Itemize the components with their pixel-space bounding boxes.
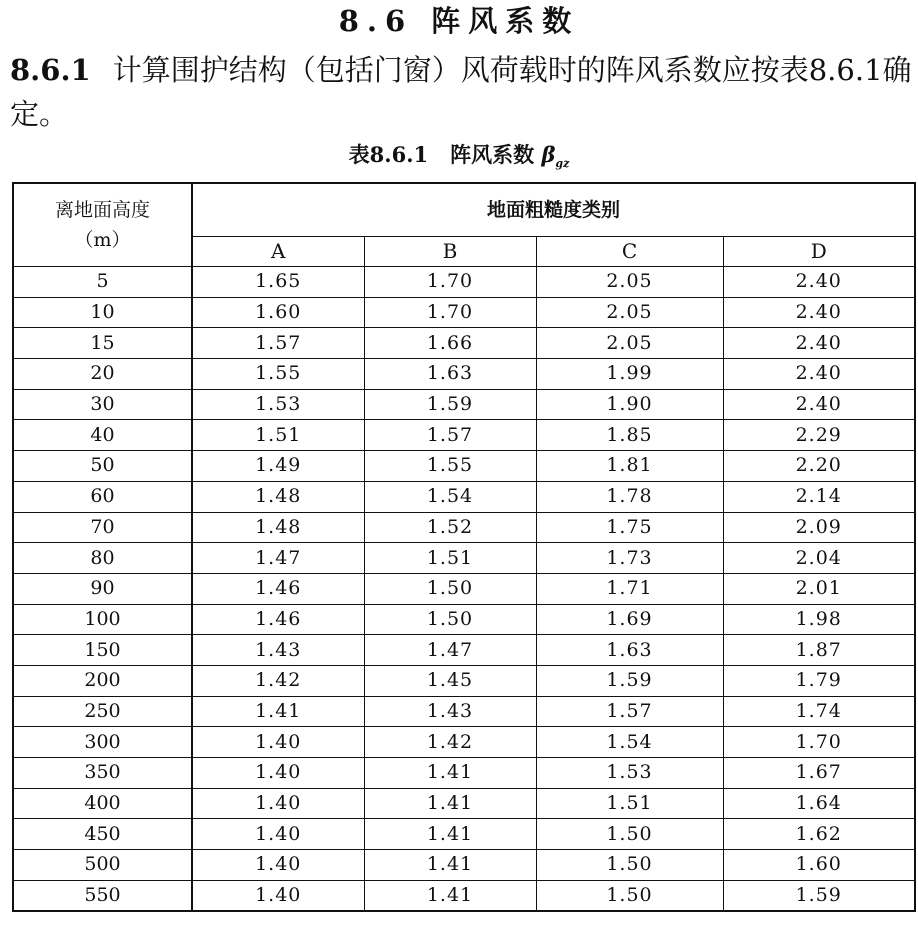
clause-paragraph <box>10 48 915 136</box>
roughness-group-header: 地面粗糙度类别 <box>192 183 915 237</box>
coefficient-cell: 1.57 <box>536 696 723 727</box>
coefficient-cell: 1.63 <box>536 635 723 666</box>
coefficient-cell: 2.40 <box>723 297 915 328</box>
coefficient-cell: 2.29 <box>723 420 915 451</box>
height-cell: 30 <box>13 389 192 420</box>
coefficient-cell: 1.65 <box>192 267 364 298</box>
coefficient-cell: 1.42 <box>192 665 364 696</box>
table-row <box>13 604 915 635</box>
table-body <box>13 267 915 912</box>
coefficient-cell: 1.79 <box>723 665 915 696</box>
height-cell: 350 <box>13 758 192 789</box>
table-row <box>13 573 915 604</box>
height-cell: 100 <box>13 604 192 635</box>
beta-letter: β <box>541 142 556 167</box>
coefficient-cell: 1.53 <box>536 758 723 789</box>
coefficient-cell: 1.40 <box>192 758 364 789</box>
coefficient-cell: 1.60 <box>723 850 915 881</box>
coefficient-cell: 1.67 <box>723 758 915 789</box>
height-cell: 15 <box>13 328 192 359</box>
coefficient-cell: 1.73 <box>536 543 723 574</box>
coefficient-cell: 2.40 <box>723 267 915 298</box>
beta-symbol <box>541 142 570 171</box>
table-row <box>13 758 915 789</box>
coefficient-cell: 1.59 <box>364 389 536 420</box>
coefficient-cell: 1.98 <box>723 604 915 635</box>
table-row <box>13 359 915 390</box>
coefficient-cell: 1.43 <box>192 635 364 666</box>
table-row <box>13 481 915 512</box>
height-cell: 450 <box>13 819 192 850</box>
coefficient-cell: 1.45 <box>364 665 536 696</box>
coefficient-cell: 1.87 <box>723 635 915 666</box>
coefficient-cell: 1.74 <box>723 696 915 727</box>
height-cell: 70 <box>13 512 192 543</box>
coefficient-cell: 1.51 <box>192 420 364 451</box>
table-row <box>13 696 915 727</box>
coefficient-cell: 1.50 <box>536 819 723 850</box>
height-header-unit: （m） <box>74 229 131 251</box>
height-column-header <box>13 183 192 267</box>
coefficient-cell: 1.40 <box>192 880 364 911</box>
coefficient-cell: 2.09 <box>723 512 915 543</box>
coefficient-cell: 1.46 <box>192 573 364 604</box>
coefficient-cell: 1.70 <box>364 297 536 328</box>
table-row <box>13 267 915 298</box>
table-row <box>13 543 915 574</box>
coefficient-cell: 2.40 <box>723 389 915 420</box>
beta-subscript: gz <box>555 157 570 171</box>
coefficient-cell: 1.54 <box>364 481 536 512</box>
coefficient-cell: 1.40 <box>192 819 364 850</box>
coefficient-cell: 1.70 <box>364 267 536 298</box>
gust-factor-table <box>12 182 916 912</box>
coefficient-cell: 1.41 <box>364 788 536 819</box>
coefficient-cell: 1.81 <box>536 451 723 482</box>
table-row <box>13 328 915 359</box>
coefficient-cell: 1.59 <box>723 880 915 911</box>
coefficient-cell: 1.48 <box>192 481 364 512</box>
table-row <box>13 512 915 543</box>
coefficient-cell: 1.50 <box>364 604 536 635</box>
coefficient-cell: 1.48 <box>192 512 364 543</box>
coefficient-cell: 1.51 <box>364 543 536 574</box>
table-row <box>13 727 915 758</box>
height-cell: 200 <box>13 665 192 696</box>
table-row <box>13 451 915 482</box>
coefficient-cell: 1.71 <box>536 573 723 604</box>
height-cell: 40 <box>13 420 192 451</box>
coefficient-cell: 1.64 <box>723 788 915 819</box>
coefficient-cell: 1.90 <box>536 389 723 420</box>
height-cell: 150 <box>13 635 192 666</box>
height-cell: 20 <box>13 359 192 390</box>
coefficient-cell: 1.40 <box>192 727 364 758</box>
coefficient-cell: 1.40 <box>192 788 364 819</box>
coefficient-cell: 2.01 <box>723 573 915 604</box>
coefficient-cell: 1.62 <box>723 819 915 850</box>
height-cell: 60 <box>13 481 192 512</box>
coefficient-cell: 1.78 <box>536 481 723 512</box>
coefficient-cell: 1.41 <box>364 850 536 881</box>
table-row <box>13 389 915 420</box>
coefficient-cell: 1.46 <box>192 604 364 635</box>
coefficient-cell: 2.40 <box>723 328 915 359</box>
coefficient-cell: 1.85 <box>536 420 723 451</box>
coefficient-cell: 1.57 <box>192 328 364 359</box>
coefficient-cell: 2.05 <box>536 267 723 298</box>
height-cell: 250 <box>13 696 192 727</box>
coefficient-cell: 1.50 <box>536 850 723 881</box>
coefficient-cell: 1.49 <box>192 451 364 482</box>
table-row <box>13 850 915 881</box>
coefficient-cell: 1.47 <box>364 635 536 666</box>
coefficient-cell: 1.54 <box>536 727 723 758</box>
height-cell: 500 <box>13 850 192 881</box>
coefficient-cell: 1.50 <box>536 880 723 911</box>
height-cell: 90 <box>13 573 192 604</box>
coefficient-cell: 2.05 <box>536 328 723 359</box>
coefficient-cell: 2.20 <box>723 451 915 482</box>
height-cell: 50 <box>13 451 192 482</box>
height-header-label: 离地面高度 <box>54 199 150 221</box>
table-row <box>13 297 915 328</box>
clause-number: 8.6.1 <box>10 53 91 87</box>
height-cell: 300 <box>13 727 192 758</box>
coefficient-cell: 1.41 <box>192 696 364 727</box>
table-caption <box>0 141 918 178</box>
column-header-b: B <box>364 237 536 267</box>
height-cell: 10 <box>13 297 192 328</box>
table-row <box>13 819 915 850</box>
coefficient-cell: 1.41 <box>364 880 536 911</box>
table-row <box>13 788 915 819</box>
table-row <box>13 635 915 666</box>
height-cell: 550 <box>13 880 192 911</box>
section-title: 8.6 阵风系数 <box>338 4 580 38</box>
table-caption-number: 表8.6.1 <box>348 142 429 167</box>
coefficient-cell: 1.51 <box>536 788 723 819</box>
coefficient-cell: 1.63 <box>364 359 536 390</box>
coefficient-cell: 2.40 <box>723 359 915 390</box>
coefficient-cell: 2.05 <box>536 297 723 328</box>
coefficient-cell: 1.57 <box>364 420 536 451</box>
coefficient-cell: 1.55 <box>364 451 536 482</box>
height-cell: 400 <box>13 788 192 819</box>
column-header-a: A <box>192 237 364 267</box>
coefficient-cell: 1.75 <box>536 512 723 543</box>
coefficient-cell: 1.70 <box>723 727 915 758</box>
column-header-d: D <box>723 237 915 267</box>
coefficient-cell: 1.60 <box>192 297 364 328</box>
table-caption-title: 阵风系数 <box>450 142 535 167</box>
table-row <box>13 880 915 911</box>
coefficient-cell: 2.14 <box>723 481 915 512</box>
coefficient-cell: 2.04 <box>723 543 915 574</box>
coefficient-cell: 1.69 <box>536 604 723 635</box>
height-cell: 80 <box>13 543 192 574</box>
coefficient-cell: 1.41 <box>364 819 536 850</box>
column-header-c: C <box>536 237 723 267</box>
coefficient-cell: 1.47 <box>192 543 364 574</box>
height-cell: 5 <box>13 267 192 298</box>
coefficient-cell: 1.53 <box>192 389 364 420</box>
coefficient-cell: 1.40 <box>192 850 364 881</box>
coefficient-cell: 1.59 <box>536 665 723 696</box>
coefficient-cell: 1.41 <box>364 758 536 789</box>
coefficient-cell: 1.99 <box>536 359 723 390</box>
coefficient-cell: 1.42 <box>364 727 536 758</box>
coefficient-cell: 1.66 <box>364 328 536 359</box>
clause-text: 计算围护结构（包括门窗）风荷载时的阵风系数应按表8.6.1确定。 <box>10 53 912 131</box>
coefficient-cell: 1.43 <box>364 696 536 727</box>
table-row <box>13 665 915 696</box>
coefficient-cell: 1.52 <box>364 512 536 543</box>
coefficient-cell: 1.50 <box>364 573 536 604</box>
table-row <box>13 420 915 451</box>
coefficient-cell: 1.55 <box>192 359 364 390</box>
